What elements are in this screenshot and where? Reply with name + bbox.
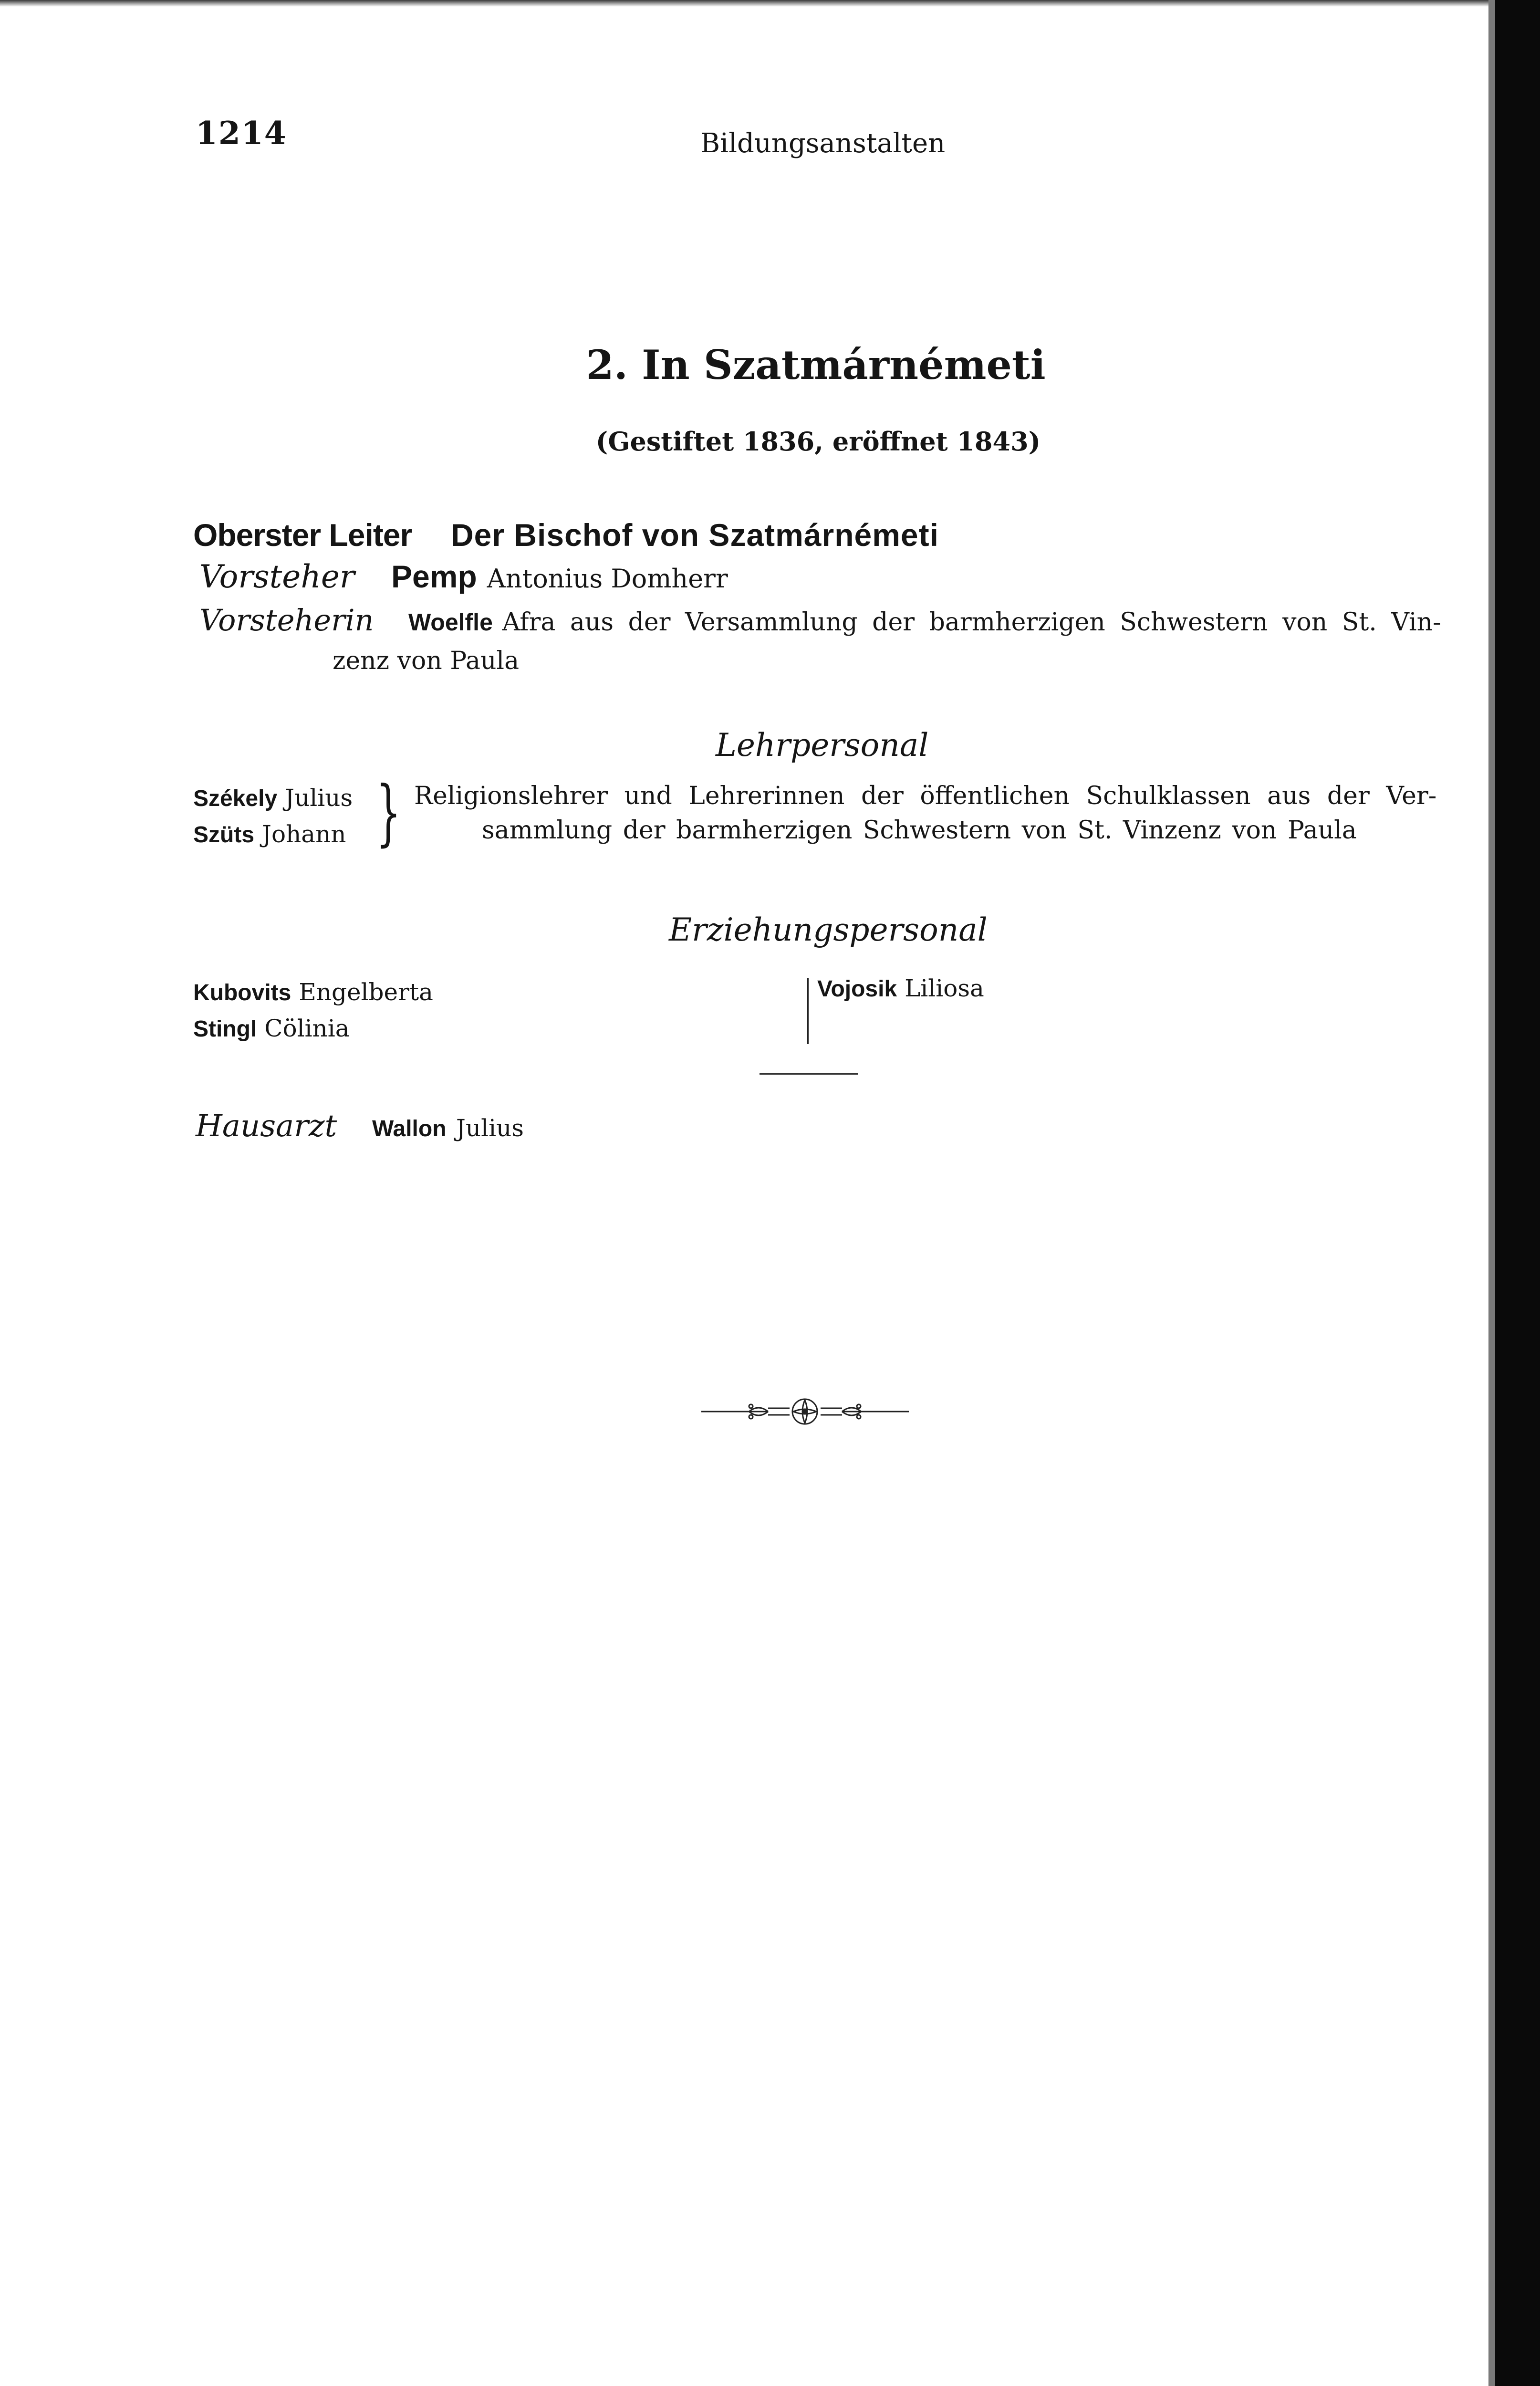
running-head: Bildungsanstalten: [700, 128, 946, 159]
teacher-given-name: Julius: [285, 784, 353, 812]
staff-surname: Vojosik: [817, 976, 897, 1002]
supreme-leader-line: [193, 517, 939, 553]
directress-rest-continued: zenz von Paula: [333, 647, 520, 675]
directress-rest: Afra aus der Versammlung der barmherzigen Schwestern von St. Vin-: [502, 608, 1441, 637]
staff-given-name: Liliosa: [905, 974, 984, 1002]
teaching-staff-list: [193, 780, 353, 853]
teaching-staff-heading: Lehrpersonal: [716, 727, 929, 764]
staff-given-name: Cölinia: [264, 1015, 350, 1042]
director-line: [199, 558, 728, 595]
directress-label: Vorsteherin: [199, 603, 374, 638]
list-item: [817, 974, 984, 1002]
education-staff-right-column: [817, 974, 984, 1002]
list-item: [193, 974, 433, 1011]
list-item: [193, 780, 353, 816]
column-divider: [807, 978, 809, 1044]
education-staff-left-column: [193, 974, 433, 1047]
teacher-given-name: Johann: [261, 820, 346, 848]
supreme-leader-label: Oberster Leiter: [193, 517, 412, 553]
teaching-staff-description-continued: sammlung der barmherzigen Schwestern von St. Vinzenz von Paula: [482, 816, 1357, 845]
supreme-leader-value: Der Bischof von Szatmárnémeti: [451, 517, 939, 553]
physician-given-name: Julius: [456, 1114, 524, 1142]
section-title: 2. In Szatmárnémeti: [586, 341, 1046, 388]
page-number: 1214: [196, 115, 287, 152]
education-staff-heading: Erziehungspersonal: [669, 911, 988, 948]
teaching-staff-description: Religionslehrer und Lehrerinnen der öffentlichen Schulklassen aus der Ver-: [414, 782, 1437, 810]
physician-line: [196, 1109, 524, 1144]
list-item: [193, 1011, 433, 1047]
director-label: Vorsteher: [199, 558, 355, 595]
physician-surname: Wallon: [372, 1116, 447, 1141]
teacher-surname: Szüts: [193, 822, 255, 848]
section-separator-rule: [760, 1073, 858, 1075]
grouping-brace: }: [376, 771, 401, 854]
staff-surname: Stingl: [193, 1016, 257, 1042]
director-surname: Pemp: [391, 559, 477, 594]
scan-edge-top: [0, 0, 1488, 7]
directress-line: [199, 603, 1441, 638]
directress-surname: Woelfle: [408, 609, 493, 636]
section-subtitle: (Gestiftet 1836, eröffnet 1843): [595, 426, 1041, 457]
director-rest: Antonius Domherr: [487, 564, 728, 594]
staff-surname: Kubovits: [193, 980, 291, 1005]
list-item: [193, 816, 353, 853]
ornament-icon: [701, 1396, 909, 1427]
staff-given-name: Engelberta: [299, 978, 433, 1006]
physician-label: Hausarzt: [196, 1109, 337, 1144]
teacher-surname: Székely: [193, 786, 278, 811]
